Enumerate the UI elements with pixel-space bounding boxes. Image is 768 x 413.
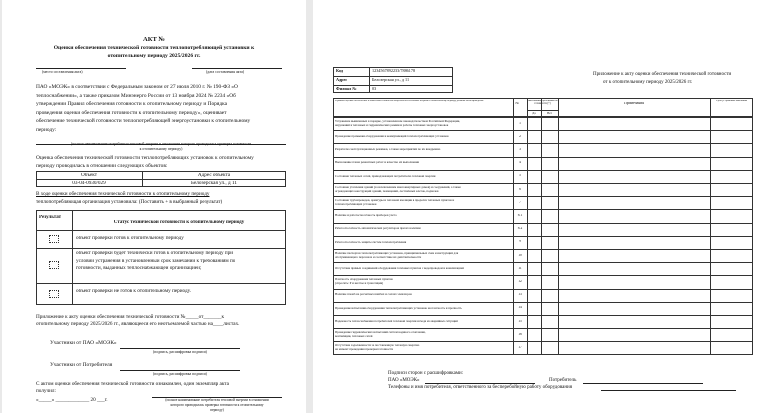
check-no-cell[interactable]	[541, 196, 558, 209]
consumer-name-caption-2: к отопительному периоду)	[139, 147, 183, 151]
checks-header-deadline: Срок устранения замечаний	[716, 100, 747, 102]
check-item-number: 9	[519, 240, 521, 244]
check-item-number: 11	[518, 266, 522, 270]
head-row-label: Адрес	[336, 78, 348, 82]
appendix-title-line-1: Приложение к акту оценки обеспечения технической готовности	[593, 72, 732, 77]
check-item-text: Отсутствие прямых соединений оборудования тепловых пунктов с водопроводом и канализацией	[335, 267, 464, 270]
check-item-text: Работоспособность автоматических регуляторов при их наличии	[335, 227, 421, 231]
check-yes-cell[interactable]	[527, 196, 541, 209]
objects-line: периоду проводилась в отношении следующих объектов:	[36, 162, 168, 169]
head-row-value: Белозерская ул., д 11	[372, 78, 410, 82]
check-deadline-cell[interactable]	[710, 275, 753, 288]
check-yes-cell[interactable]	[527, 328, 541, 341]
footer-caption-2: которого проводилась проверка готовности к отопительному	[170, 403, 264, 407]
check-item-text: на момент проведения проверки готовности	[335, 348, 394, 352]
check-deadline-cell[interactable]	[710, 130, 753, 143]
check-yes-cell[interactable]	[527, 130, 541, 143]
moek-signature-line[interactable]	[120, 348, 240, 349]
check-item-text: Выполнение плана ремонтных работ и качество их выполнения	[335, 161, 419, 165]
check-item-number: 8.2	[517, 227, 523, 231]
head-row-label: Филиал №	[336, 87, 357, 91]
check-yes-cell[interactable]	[527, 302, 541, 315]
check-item-text: Разработка эксплуатационных режимов, а также мероприятий по их внедрению	[335, 148, 441, 152]
check-deadline-cell[interactable]	[710, 328, 753, 341]
place-line[interactable]	[36, 68, 126, 69]
object-address: Белозерская ул., д 11	[191, 181, 237, 186]
checks-header-no: №	[515, 102, 519, 105]
checks-header-check: Выполнение требований по готовности (+)	[527, 100, 558, 105]
check-notes-cell[interactable]	[558, 328, 710, 341]
check-item-number: 10	[518, 253, 522, 257]
objects-header-address: Адрес объекта	[197, 173, 231, 178]
check-no-cell[interactable]	[541, 249, 558, 262]
check-item-number: 15	[518, 319, 522, 323]
date-line[interactable]	[192, 68, 282, 69]
result-option-text: объект проверки готов к отопительному периоду	[76, 236, 184, 241]
check-item-number: 6	[519, 187, 521, 191]
check-no-cell[interactable]	[541, 143, 558, 156]
moek-signature-label: ПАО «МОЭК»	[388, 378, 420, 383]
check-yes-cell[interactable]	[527, 262, 541, 275]
act-heading-line-1: Оценки обеспечения технической готовности теплопотребляющей установки к	[53, 45, 255, 51]
check-item-text: Наличие пломб на расчетных шайбах и соплах элеваторов	[335, 293, 412, 297]
check-deadline-cell[interactable]	[710, 302, 753, 315]
intro-line: периоду:	[36, 126, 57, 133]
check-deadline-cell[interactable]	[710, 196, 753, 209]
check-deadline-cell[interactable]	[710, 236, 753, 249]
check-no-cell[interactable]	[541, 117, 558, 130]
check-yes-cell[interactable]	[527, 209, 541, 222]
check-no-cell[interactable]	[541, 209, 558, 222]
check-no-cell[interactable]	[541, 170, 558, 183]
check-item-text: Наличие паспортов теплопотребляющих установок, принципиальных схем и инструкций для	[335, 251, 459, 255]
check-deadline-cell[interactable]	[710, 289, 753, 302]
check-item-text: Состояние тепловых сетей, принадлежащих потребителю тепловой энергии	[335, 174, 436, 178]
check-item-text: Отсутствие задолженности за поставленную тепловую энергию	[335, 344, 420, 348]
check-notes-cell[interactable]	[558, 249, 710, 262]
check-item-number: 8.1	[517, 213, 523, 217]
appendix-moek-signature-line[interactable]	[425, 383, 535, 384]
check-item-number: 12	[518, 279, 522, 283]
check-item-text: нарушений в тепловых и гидравлических режимах работы тепловых энергоустановок	[335, 123, 449, 127]
consumer-signature-caption: (подпись, расшифровка подписи)	[153, 372, 207, 376]
check-notes-cell[interactable]	[558, 289, 710, 302]
check-yes-cell[interactable]	[527, 157, 541, 170]
ack-date-blank[interactable]: «_____» _____________ 20 ___г.	[36, 397, 108, 403]
check-no-cell[interactable]	[541, 223, 558, 236]
check-item-number: 14	[518, 306, 522, 310]
check-deadline-cell[interactable]	[710, 183, 753, 196]
consumer-name-caption-1: (полное наименование потребителя тепловой энергии в отношении которого проводилась проверка готовности	[70, 142, 252, 146]
check-notes-cell[interactable]	[558, 143, 710, 156]
consumer-signature-line[interactable]	[120, 370, 240, 371]
checks-header-no2: Нет	[547, 112, 552, 115]
check-item-number: 5	[519, 174, 521, 178]
check-item-text: теплопотребляющих установок	[335, 203, 377, 207]
check-item-text: Проведение промывки оборудования и коммуникаций теплопотребляющих установок	[335, 135, 449, 138]
consumer-participants-label: Участники от Потребителя	[50, 362, 113, 368]
check-item-number: 16	[518, 332, 522, 336]
check-yes-cell[interactable]	[527, 236, 541, 249]
check-no-cell[interactable]	[541, 236, 558, 249]
checks-header-item: В рамках оценки обеспечения технической готовности потребителей тепловой энергии к отопительному периоду должны быть проверены:	[335, 100, 484, 102]
check-item-number: 13	[518, 293, 522, 297]
check-yes-cell[interactable]	[527, 315, 541, 328]
intro-line: ПАО «МОЭК» в соответствии с Федеральным законом от 27 июля 2010 г. № 190-ФЗ «О	[36, 84, 238, 90]
check-notes-cell[interactable]	[558, 209, 710, 222]
check-item-text: Работоспособность защиты систем теплопотребления	[335, 240, 407, 244]
check-notes-cell[interactable]	[558, 170, 710, 183]
checks-header-yes: Да	[532, 112, 536, 115]
head-row-label: Код	[336, 69, 343, 73]
check-item-number: 17	[518, 345, 522, 349]
check-item-text: обслуживающего персонала и соответствие их действительности	[335, 255, 422, 259]
signatures-label: Подписи сторон с расшифровками:	[388, 371, 464, 376]
check-item-number: 3	[519, 147, 521, 151]
act-title: АКТ №	[143, 36, 165, 43]
check-notes-cell[interactable]	[558, 236, 710, 249]
footer-caption-3: периоду)	[210, 408, 224, 412]
check-yes-cell[interactable]	[527, 143, 541, 156]
result-checkbox-ready[interactable]	[49, 235, 59, 243]
check-deadline-cell[interactable]	[710, 262, 753, 275]
head-row-value: 03	[372, 87, 377, 91]
result-col-header: Результат	[39, 215, 62, 220]
check-item-text: Проведение гидравлических испытаний систем водяного отопления,	[335, 330, 426, 334]
result-option-text: объект проверки не готов к отопительному периоду.	[76, 289, 191, 294]
check-deadline-cell[interactable]	[710, 249, 753, 262]
check-item-number: 1	[519, 121, 521, 125]
intro-line: обеспечение технической готовности теплопотребляющей энергоустановки к отопительному	[36, 118, 251, 124]
check-no-cell[interactable]	[541, 328, 558, 341]
check-item-number: 4	[519, 161, 521, 165]
check-item-number: 2	[519, 134, 521, 138]
check-no-cell[interactable]	[541, 183, 558, 196]
check-yes-cell[interactable]	[527, 275, 541, 288]
findings-line: теплопотребляющая организация установила: (Поставить + в выбранный результат)	[36, 198, 223, 205]
check-item-text: Устранение выявленных в порядке, установленном законодательством Российской Федерации,	[335, 119, 461, 123]
intro-line: проведения оценки обеспечения готовности к отопительному периоду», оценивает	[36, 109, 227, 116]
check-notes-cell[interactable]	[558, 262, 710, 275]
result-checkbox-not-ready[interactable]	[49, 290, 59, 298]
appendix-line-1: Приложение к акту оценки обеспечения технической готовности №_____от_______к	[36, 314, 225, 320]
check-deadline-cell[interactable]	[710, 315, 753, 328]
check-no-cell[interactable]	[541, 302, 558, 315]
check-no-cell[interactable]	[541, 341, 558, 354]
check-item-text: Наличие и работоспособность приборов учета	[335, 214, 397, 218]
check-item-text: Состояние утепления зданий (за исключением многоквартирных домов) и сооружений, а также	[335, 185, 461, 189]
head-row-value: 1234567892233/7886178	[372, 69, 416, 73]
check-notes-cell[interactable]	[558, 117, 710, 130]
appendix-title-line-2: от к отопительному периоду 2025/2026 гг.	[603, 80, 693, 85]
moek-signature-caption: (подпись, расшифровка подписи)	[153, 350, 207, 354]
check-no-cell[interactable]	[541, 275, 558, 288]
consumer-signature-label: Потребитель	[549, 378, 577, 383]
result-option-text: готовности, выданных теплоснабжающей организацией;	[76, 266, 202, 271]
check-item-text: вентиляции, тепловых сетей	[335, 335, 373, 339]
check-notes-cell[interactable]	[558, 223, 710, 236]
check-deadline-cell[interactable]	[710, 223, 753, 236]
check-no-cell[interactable]	[541, 262, 558, 275]
appendix-consumer-signature-line[interactable]	[583, 383, 703, 384]
check-yes-cell[interactable]	[527, 341, 541, 354]
check-no-cell[interactable]	[541, 157, 558, 170]
check-deadline-cell[interactable]	[710, 341, 753, 354]
check-no-cell[interactable]	[541, 130, 558, 143]
date-caption: (дата составления акта)	[206, 70, 245, 74]
responsible-phones-line[interactable]	[601, 390, 736, 391]
act-heading-line-2: отопительному периоду 2025/2026 гг.	[107, 53, 201, 59]
check-no-cell[interactable]	[541, 289, 558, 302]
check-yes-cell[interactable]	[527, 170, 541, 183]
responsible-phones-label: Телефоны и имя потребителя, ответственного за бесперебойную работу оборудования	[388, 385, 573, 390]
check-notes-cell[interactable]	[558, 302, 710, 315]
header-split	[527, 110, 558, 111]
check-notes-cell[interactable]	[558, 196, 710, 209]
checks-header-notes: Примечания	[623, 102, 645, 105]
appendix-line-2: отопительному периоду 2025/2026 гг., являющееся его неотъемлемой частью на____листах.	[36, 321, 240, 327]
check-item-text: ограждающих конструкций зданий, помещений, лестничных клеток, подвалов	[335, 189, 439, 193]
check-item-text: Проведение испытания оборудования теплопотребляющих установок на плотность и прочность	[335, 306, 462, 310]
check-notes-cell[interactable]	[558, 130, 710, 143]
objects-header-object: Объект	[81, 173, 97, 178]
check-deadline-cell[interactable]	[710, 157, 753, 170]
check-yes-cell[interactable]	[527, 117, 541, 130]
act-page	[2, 0, 306, 413]
check-no-cell[interactable]	[541, 315, 558, 328]
result-option-text: условии устранения в установленный срок замечаний к требованиям по	[76, 258, 236, 264]
check-item-text: (спросить: Р и желтое и трансляция)	[335, 282, 384, 286]
objects-line: Оценка обеспечения технической готовности теплопотребляющих установок к отопительному	[36, 155, 254, 161]
check-notes-cell[interactable]	[558, 157, 710, 170]
check-deadline-cell[interactable]	[710, 117, 753, 130]
moek-participants-label: Участники от ПАО «МОЭК»	[50, 340, 117, 346]
place-caption: (место составления акта)	[42, 70, 83, 74]
check-deadline-cell[interactable]	[710, 170, 753, 183]
object-code: 03-04-0930/029	[72, 181, 106, 186]
check-notes-cell[interactable]	[558, 275, 710, 288]
footer-caption-1: (полное наименование потребителя тепловой энергии в отношении	[165, 398, 269, 402]
check-yes-cell[interactable]	[527, 223, 541, 236]
findings-line: В ходе оценки обеспечения технической готовности к отопительному периоду	[36, 191, 210, 197]
result-checkbox-conditional[interactable]	[49, 261, 59, 269]
check-item-text: Плотность оборудования тепловых пунктов	[335, 278, 393, 282]
check-notes-cell[interactable]	[558, 183, 710, 196]
check-notes-cell[interactable]	[558, 341, 710, 354]
status-col-header: Статус технической готовности к отопительному периоду	[113, 220, 245, 225]
ack-line-2: получил:	[36, 388, 56, 394]
check-item-text: Надежность теплоснабжения потребителей тепловой энергии исходя из аварийных ситуаций	[335, 319, 458, 323]
check-yes-cell[interactable]	[527, 289, 541, 302]
check-item-text: Состояние трубопроводов, арматуры и тепловой изоляции в пределах тепловых пунктов и	[335, 198, 455, 202]
check-item-number: 7	[519, 200, 521, 204]
appendix-page	[313, 0, 768, 413]
intro-line: утверждении Правил обеспечения готовности к отопительному периоду и Порядка	[36, 101, 228, 107]
check-yes-cell[interactable]	[527, 249, 541, 262]
check-notes-cell[interactable]	[558, 315, 710, 328]
ack-line-1: С актом оценки обеспечения технической готовности ознакомлен, один экземпляр акта	[36, 381, 229, 387]
check-yes-cell[interactable]	[527, 183, 541, 196]
result-option-text: объект проверки будет технически готов к отопительному периоду при	[76, 251, 234, 256]
intro-line: теплоснабжении», а также приказом Минэнерго России от 13 ноября 2024 № 2234 «Об	[36, 92, 236, 99]
check-deadline-cell[interactable]	[710, 143, 753, 156]
check-deadline-cell[interactable]	[710, 209, 753, 222]
